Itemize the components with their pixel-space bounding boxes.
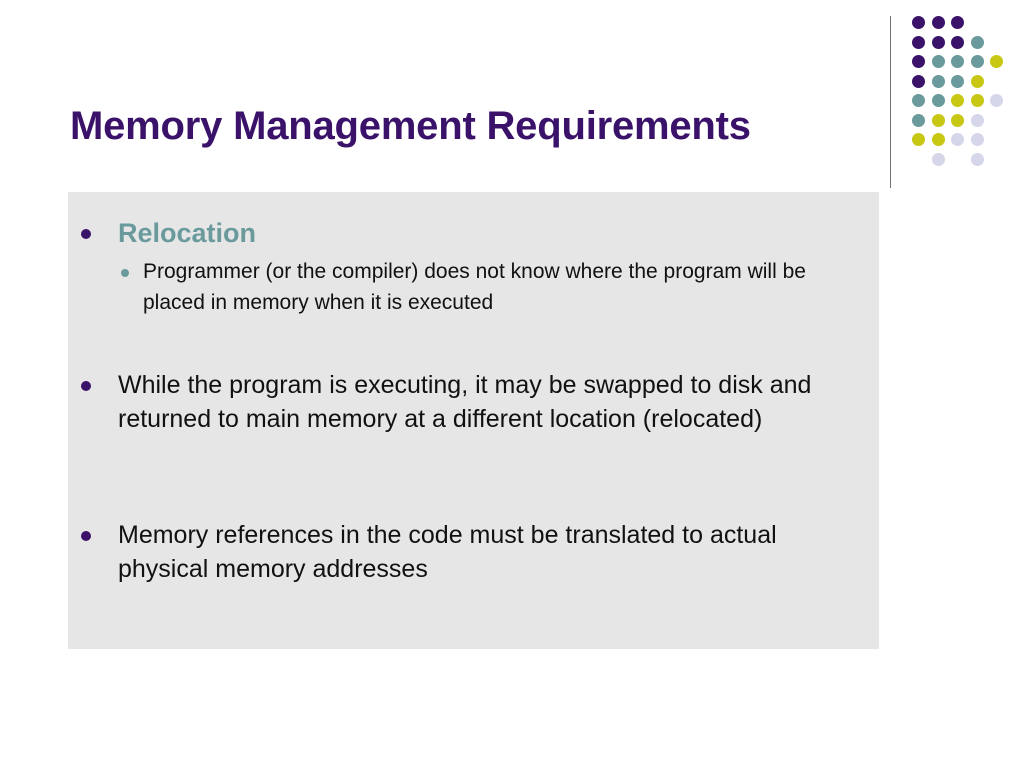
decorative-dot <box>932 36 945 49</box>
bullet-text: While the program is executing, it may be swapped to disk and returned to main memory at a different location (relocated) <box>118 371 812 433</box>
content-area <box>68 192 879 649</box>
decorative-dot <box>932 55 945 68</box>
bullet-heading: Relocation <box>118 218 257 248</box>
decorative-dot <box>951 133 964 146</box>
decorative-dot <box>951 94 964 107</box>
decorative-dot <box>912 133 925 146</box>
decorative-dot <box>951 16 964 29</box>
decorative-dot <box>932 133 945 146</box>
decorative-dot <box>990 94 1003 107</box>
sub-bullet-text: Programmer (or the compiler) does not know where the program will be placed in memory when it is executed <box>143 260 806 314</box>
decorative-dot <box>951 36 964 49</box>
decorative-dot <box>932 16 945 29</box>
decorative-dot <box>932 153 945 166</box>
bullet-icon <box>81 381 91 391</box>
bullet-text: Memory references in the code must be translated to actual physical memory addresses <box>118 521 777 583</box>
decorative-dot <box>951 55 964 68</box>
sub-bullet-icon <box>121 269 129 277</box>
decorative-dot <box>971 94 984 107</box>
decorative-dot <box>971 55 984 68</box>
slide-title: Memory Management Requirements <box>70 104 751 148</box>
decorative-dot <box>912 75 925 88</box>
decorative-dot <box>971 114 984 127</box>
decorative-dot <box>912 16 925 29</box>
bullet-icon <box>81 531 91 541</box>
decorative-dot <box>932 75 945 88</box>
decorative-dot <box>912 94 925 107</box>
decorative-dot <box>951 75 964 88</box>
decorative-dot <box>971 75 984 88</box>
decorative-dot <box>912 114 925 127</box>
decorative-dot <box>932 94 945 107</box>
title-divider-line <box>890 16 891 188</box>
decorative-dot <box>912 36 925 49</box>
decorative-dot <box>951 114 964 127</box>
decorative-dot <box>912 55 925 68</box>
decorative-dot <box>971 133 984 146</box>
decorative-dot <box>971 36 984 49</box>
bullet-icon <box>81 229 91 239</box>
decorative-dot <box>990 55 1003 68</box>
decorative-dot <box>971 153 984 166</box>
decorative-dot <box>932 114 945 127</box>
